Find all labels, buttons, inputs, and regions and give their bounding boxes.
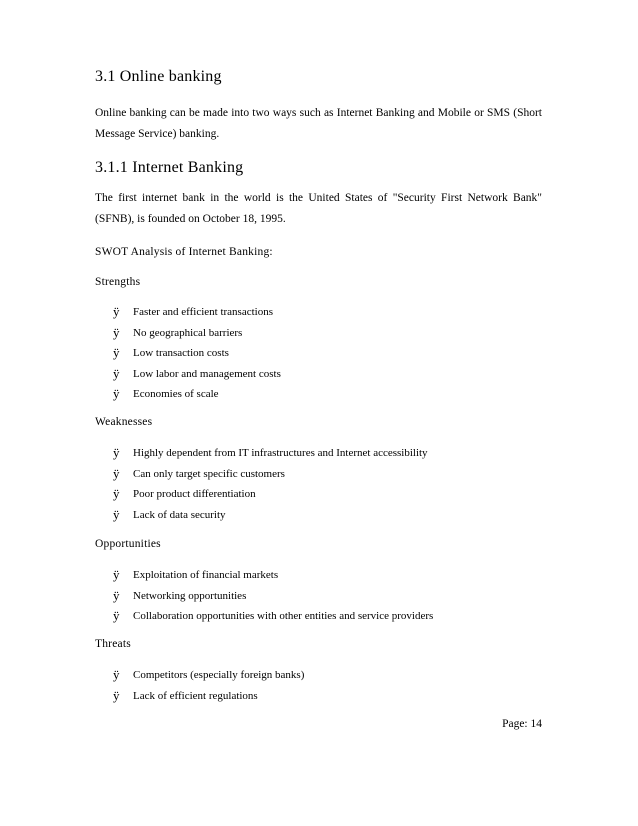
- bullet-icon: ÿ: [113, 324, 120, 340]
- list-item: [113, 343, 281, 364]
- bullet-icon: ÿ: [113, 667, 120, 682]
- bullet-icon: ÿ: [113, 304, 120, 319]
- list-item: [113, 665, 304, 686]
- strengths-list: [113, 302, 281, 405]
- bullet-icon: ÿ: [113, 486, 120, 501]
- list-item: [113, 443, 428, 464]
- swot-title: SWOT Analysis of Internet Banking:: [95, 246, 273, 258]
- opportunities-list: [113, 565, 433, 627]
- list-item: [113, 686, 304, 707]
- list-item-text: Highly dependent from IT infrastructures and Internet accessibility: [133, 447, 428, 459]
- bullet-icon: ÿ: [113, 465, 120, 481]
- threats-list: [113, 665, 304, 706]
- bullet-icon: ÿ: [113, 587, 120, 603]
- list-item-text: Low labor and management costs: [133, 367, 281, 380]
- list-item: [113, 586, 433, 607]
- bullet-icon: ÿ: [113, 365, 120, 381]
- list-item: [113, 484, 428, 505]
- opportunities-label: Opportunities: [95, 538, 161, 550]
- list-item: [113, 384, 281, 405]
- list-item: [113, 323, 281, 344]
- section-heading: 3.1 Online banking: [95, 68, 222, 85]
- list-item: [113, 606, 433, 627]
- list-item-text: Lack of efficient regulations: [133, 689, 258, 702]
- bullet-icon: ÿ: [113, 345, 120, 360]
- weaknesses-list: [113, 443, 428, 525]
- weaknesses-label: Weaknesses: [95, 416, 153, 428]
- bullet-icon: ÿ: [113, 608, 120, 623]
- list-item: [113, 565, 433, 586]
- list-item-text: Faster and efficient transactions: [133, 306, 273, 318]
- list-item-text: Networking opportunities: [133, 589, 247, 602]
- list-item-text: Can only target specific customers: [133, 467, 285, 480]
- list-item-text: Poor product differentiation: [133, 488, 256, 500]
- bullet-icon: ÿ: [113, 386, 120, 401]
- bullet-icon: ÿ: [113, 567, 120, 582]
- list-item-text: Economies of scale: [133, 388, 219, 400]
- bullet-icon: ÿ: [113, 445, 120, 460]
- list-item-text: Low transaction costs: [133, 347, 229, 359]
- page-number: Page: 14: [502, 718, 542, 730]
- threats-label: Threats: [95, 638, 131, 650]
- list-item: [113, 364, 281, 385]
- subsection-heading: 3.1.1 Internet Banking: [95, 159, 244, 176]
- list-item: [113, 464, 428, 485]
- list-item-text: Collaboration opportunities with other entities and service providers: [133, 610, 434, 622]
- list-item-text: Competitors (especially foreign banks): [133, 669, 305, 681]
- bullet-icon: ÿ: [113, 687, 120, 703]
- list-item: [113, 302, 281, 323]
- list-item-text: Lack of data security: [133, 508, 226, 521]
- strengths-label: Strengths: [95, 276, 141, 288]
- online-banking-paragraph: Online banking can be made into two ways such as Internet Banking and Mobile or SMS (Short Message Service) banking.: [95, 107, 542, 140]
- list-item: [113, 505, 428, 526]
- bullet-icon: ÿ: [113, 506, 120, 522]
- list-item-text: Exploitation of financial markets: [133, 569, 279, 581]
- list-item-text: No geographical barriers: [133, 326, 243, 339]
- internet-banking-paragraph: The first internet bank in the world is the United States of "Security First Network Bank" (SFNB), is founded on October 18, 1995.: [95, 192, 542, 225]
